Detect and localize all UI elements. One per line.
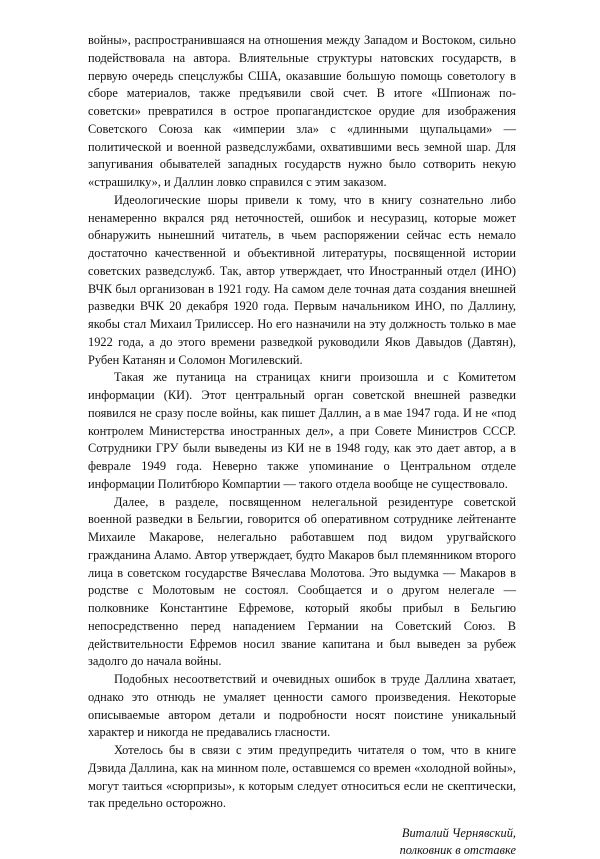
paragraph-5: Подобных несоответствий и очевидных ошибок в труде Даллина хватает, однако это отнюдь не умаляет ценности самого произведения. Некоторые описываемые автором детали и подробности носят поистине уникальный характер и никогда не предавались гласности. (88, 672, 516, 740)
paragraph-2: Идеологические шоры привели к тому, что в книгу сознательно либо ненамеренно вкрался ряд неточностей, ошибок и несуразиц, которые может обнаружить нынешний читатель, в чьем распоряжении сейчас есть немало достаточно качественной и объективной литературы, посвященной истории советских разведслужб. Так, автор утверждает, что Иностранный отдел (ИНО) ВЧК был организован в 1921 году. На самом деле точная дата создания внешней разведки ВЧК 20 декабря 1920 года. Первым начальником ИНО, по Даллину, якобы стал Михаил Трилиссер. Но его назначили на эту должность только в мае 1922 года, а до этого времени разведкой руководили Яков Давыдов (Давтян), Рубен Катанян и Соломон Могилевский. (88, 192, 516, 367)
signature-block (88, 825, 516, 859)
paragraph-6: Хотелось бы в связи с этим предупредить читателя о том, что в книге Дэвида Даллина, как на минном поле, оставшемся со времен «холодной войны», могут таиться «сюрпризы», к которым следует относиться если не скептически, так предельно осторожно. (88, 743, 516, 811)
paragraph-1: войны», распространившаяся на отношения между Западом и Востоком, сильно подействовала на автора. Влиятельные структуры натовских государств, в первую очередь спецслужбы США, оказавшие большую помощь советологу в сборе материалов, также предъявили свой счет. В итоге «Шпионаж по-советски» превратился в острое пропагандистское орудие для изображения Советского Союза как «империи зла» с «длинными щупальцами» — политической и военной разведслужбами, охватившими весь земной шар. Для запугивания обывателей западных государств нужно было сотворить некую «страшилку», и Даллин ловко справился с этим заказом. (88, 33, 516, 189)
paragraph-4: Далее, в разделе, посвященном нелегальной резидентуре советской военной разведки в Бельгии, говорится об оперативном сотруднике лейтенанте Михаиле Макарове, нелегально работавшем под видом уругвайского гражданина Аламо. Автор утверждает, будто Макаров был племянником второго лица в советском государстве Вячеслава Молотова. Это выдумка — Макаров в родстве с Молотовым не состоял. Сообщается и о другом нелегале — полковнике Константине Ефремове, который якобы прибыл в Бельгию непосредственно перед нападением Германии на Советский Союз. В действительности Ефремов носил звание капитана и был выведен за рубеж задолго до начала войны. (88, 494, 516, 669)
signature-title: полковник в отставке (399, 843, 516, 857)
paragraph-3: Такая же путаница на страницах книги произошла и с Комитетом информации (КИ). Этот центральный орган советской внешней разведки появился не сразу после войны, как пишет Даллин, а в мае 1947 года. И не «под контролем Министерства иностранных дел», а при Совете Министров СССР. Сотрудники ГРУ были выведены из КИ не в 1948 году, как это дает автор, а в феврале 1949 года. Неверно также упоминание о Центральном отделе информации Политбюро Компартии — такого отдела вообще не существовало. (88, 370, 516, 491)
signature-name: Виталий Чернявский, (401, 826, 516, 840)
